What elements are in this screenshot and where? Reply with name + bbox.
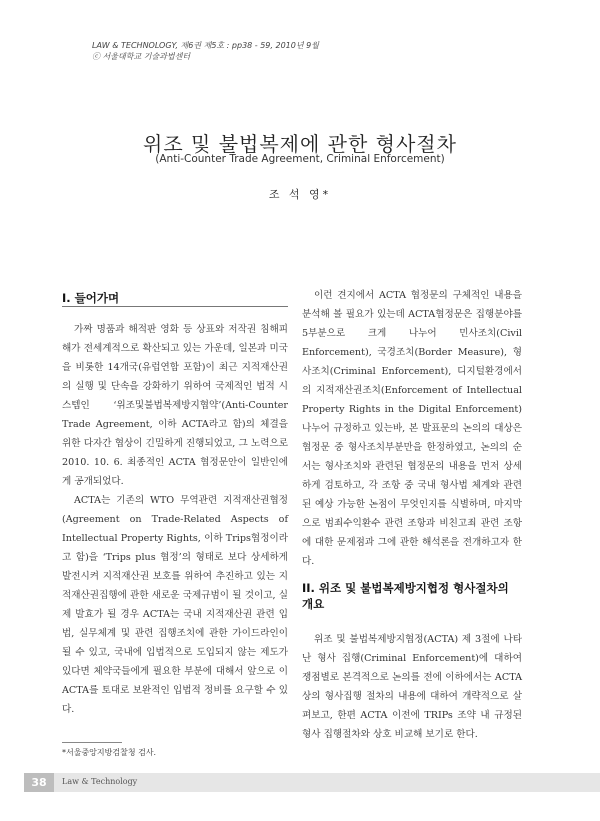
section2-heading: II. 위조 및 불법복제방지협정 형사절차의 개요 — [302, 581, 509, 611]
section1-rule — [62, 306, 288, 307]
section1-paragraph-3: 이런 견지에서 ACTA 협정문의 구체적인 내용을 분석해 볼 필요가 있는데 ACTA협정문은 집행분야를 5부분으로 크게 나누어 민사조치(Civil Enforcement), 국경조치(Border Measure), 형사조치(Criminal Enforcement), 디지털환경에서의 지적재산권조치(Enforcement of Intellectual Property Rights in the Digital Enforcement) 나누어 규정하고 있는바, 본 발표문의 논의의 대상은 협정문 중 형사조치부분만을 한정하였고, 논의의 순서는 형사조치와 관련된 협정문의 내용을 먼저 상세하게 검토하고, 각 조항 중 국내 형사법 체계와 관련된 예상 가능한 논점이 무엇인지를 식별하며, 마지막으로 범죄수익환수 관련 조항과 비친고죄 관련 조항에 대한 문제점과 그에 관한 해석론을 전개하고자 한다. — [302, 290, 522, 567]
article-title: 위조 및 불법복제에 관한 형사절차 — [143, 132, 457, 156]
right-column — [302, 286, 522, 571]
publisher-line: ⓒ 서울대학교 기술과법센터 — [92, 52, 191, 61]
right-column-section2 — [302, 630, 522, 744]
section1-heading: I. 들어가며 — [62, 291, 120, 305]
page-number: 38 — [24, 773, 54, 792]
section2-paragraph: 위조 및 불법복제방지협정(ACTA) 제 3절에 나타난 형사 집행(Criminal Enforcement)에 대하여 쟁점별로 본격적으로 논의를 전에 이하에서는 ACTA상의 형사집행 절차의 내용에 대하여 개략적으로 살펴보고, 한편 ACTA 이전에 TRIPs 조약 내 규정된 형사 집행절차와 상호 비교해 보기로 한다. — [302, 634, 522, 740]
footnote-rule — [62, 742, 122, 743]
article-author: 조 석 영* — [268, 188, 332, 201]
article-subtitle: (Anti-Counter Trade Agreement, Criminal Enforcement) — [155, 153, 445, 165]
left-column — [62, 320, 288, 719]
section1-paragraph-2: ACTA는 기존의 WTO 무역관련 지적재산권협정(Agreement on Trade-Related Aspects of Intellectual Property Rights, 이하 Trips협정이라고 함)을 ‘Trips plus 협정’의 형태로 보다 상세하게 발전시켜 지적재산권 보호를 위하여 추진하고 있는 지적재산권집행에 관한 새로운 국제규범이 될 것이고, 실제 발효가 될 경우 ACTA는 국내 지적재산권 관련 입법, 실무체계 및 관련 집행조치에 관한 가이드라인이 될 수 있고, 국내에 입법적으로 도입되지 않는 제도가 있다면 체약국들에게 필요한 부분에 대해서 앞으로 이 ACTA를 토대로 보완적인 입법적 정비를 요구할 수 있다. — [62, 495, 288, 715]
journal-line: LAW & TECHNOLOGY, 제6권 제5호 : pp38 - 59, 2010년 9월 — [92, 41, 319, 50]
footnote: *서울중앙지방검찰청 검사. — [62, 748, 157, 757]
journal-header — [92, 40, 319, 62]
section1-paragraph-1: 가짜 명품과 해적판 영화 등 상표와 저작권 침해피해가 전세계적으로 확산되고 있는 가운데, 일본과 미국을 비롯한 14개국(유럽연합 포함)이 최근 지적재산권의 실행 및 단속을 강화하기 위하여 국제적인 법적 시스템인 ‘위조및불법복제방지협약’(Anti-Counter Trade Agreement, 이하 ACTA라고 함)의 체결을 위한 다자간 협상이 긴밀하게 진행되었고, 그 노력으로 2010. 10. 6. 최종적인 ACTA 협정문안이 일반인에게 공개되었다. — [62, 324, 288, 487]
footer-journal: Law & Technology — [62, 777, 138, 786]
